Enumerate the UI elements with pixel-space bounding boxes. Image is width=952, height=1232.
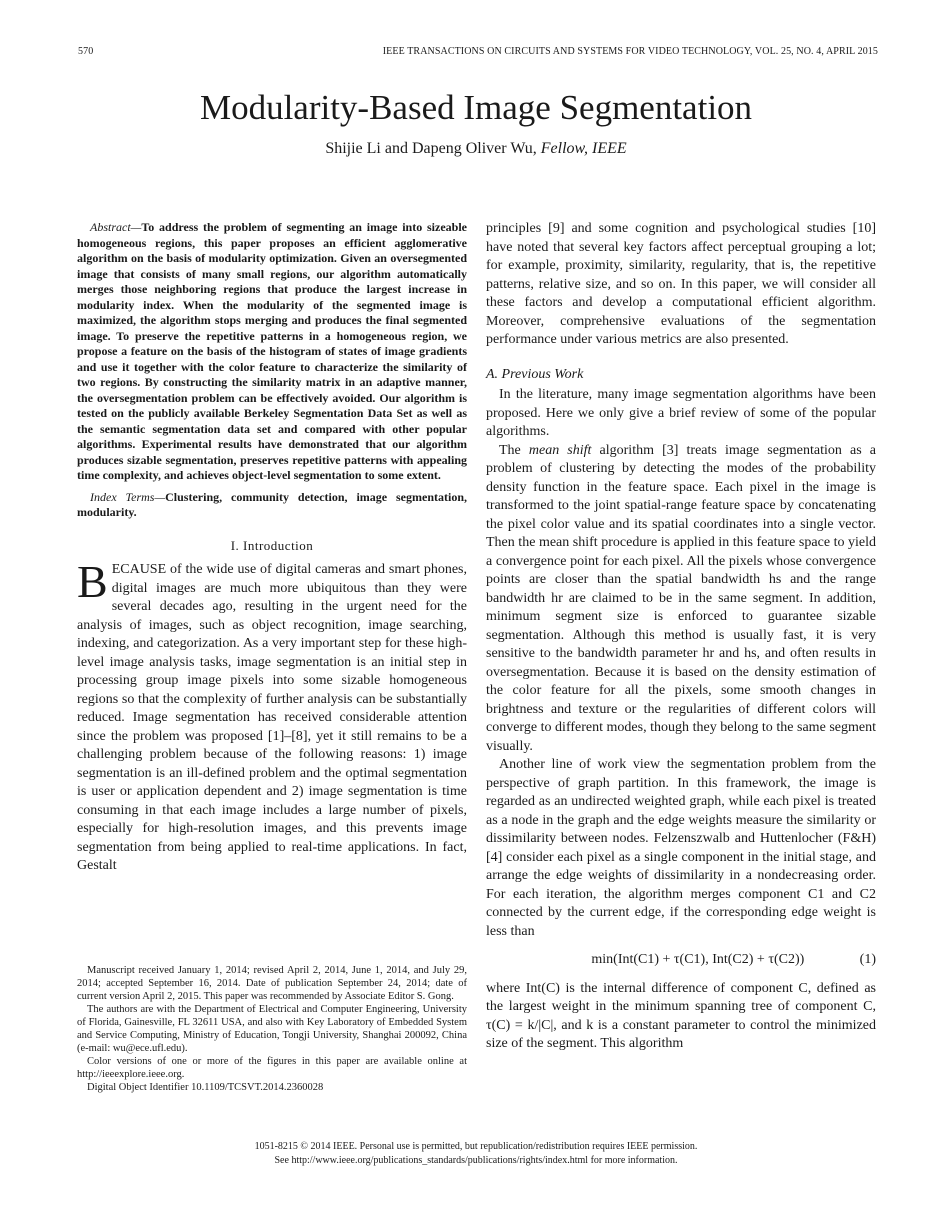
previous-work-para1: In the literature, many image segmentation algorithms have been proposed. Here we only give a brief review of some of the popular algorithms. — [486, 387, 876, 439]
journal-header: IEEE TRANSACTIONS ON CIRCUITS AND SYSTEMS FOR VIDEO TECHNOLOGY, VOL. 25, NO. 4, APRIL 2015 — [382, 46, 878, 57]
left-column — [77, 220, 467, 876]
equation-number: (1) — [859, 952, 876, 967]
intro-continuation: principles [9] and some cognition and psychological studies [10] have noted that several key factors affect perceptual grouping a lot; for example, proximity, similarity, regularity, that is, the repetitive patterns, relative size, and so on. In this paper, we will consider all these factors and develop a computational efficient algorithm. Moreover, comprehensive evaluations of the segmentation performance under various metrics are also presented. — [486, 221, 876, 347]
mean-shift-paragraph — [486, 442, 876, 757]
author-affiliation: Fellow, IEEE — [540, 140, 627, 157]
footnote-color: Color versions of one or more of the figures in this paper are available online at http://ieeexplore.ieee.org. — [77, 1056, 467, 1080]
abstract-lead: Abstract— — [90, 220, 142, 234]
intro-paragraph-text: ECAUSE of the wide use of digital cameras and smart phones, digital images are much more ubiquitous than they were several decades ago, resulting in the urgent need for the analysis of images, such as object recognition, image searching, indexing, and categorization. As a very important step for these high-level image analysis tasks, image segmentation is an initial step in processing group image pixels into some sizable homogeneous regions so that the complexity of further analysis can be substantially reduced. Image segmentation has received considerable attention since the problem was proposed [1]–[8], yet it still remains to be a challenging problem because of the following reasons: 1) image segmentation is an ill-defined problem and the optimal segmentation is user or application dependent and 2) image segmentation is time consuming in that each image includes a large number of pixels, especially for high-resolution images, and this prevents image segmentation from being applied to real-time applications. In fact, Gestalt — [77, 562, 467, 873]
dropcap: B — [77, 556, 108, 607]
copyright-line-1: 1051-8215 © 2014 IEEE. Personal use is permitted, but republication/redistribution requires IEEE permission. — [254, 1141, 698, 1152]
right-column — [486, 220, 876, 1054]
authors — [0, 140, 952, 158]
index-terms — [77, 490, 467, 521]
equation-1 — [486, 951, 876, 970]
page-number: 570 — [78, 46, 94, 57]
intro-paragraph — [77, 556, 467, 876]
copyright-notice — [0, 1140, 952, 1168]
mean-shift-term: mean shift — [528, 442, 592, 458]
graph-partition-paragraph: Another line of work view the segmentation problem from the perspective of graph partition. In this framework, the image is regarded as an undirected weighted graph, while each pixel is treated as a node in the graph and the edge weights measure the similarity or dissimilarity between nodes. Felzenszwalb and Huttenlocher (F&H) [4] consider each pixel as a single component in the initial stage, and arrange the edge weights of dissimilarity in a nondecreasing order. For each iteration, the algorithm merges component C1 and C2 connected by the current edge, if the corresponding edge weight is less than — [486, 757, 876, 939]
mean-shift-pre: The — [499, 442, 529, 458]
mean-shift-text: algorithm [3] treats image segmentation as a problem of clustering by detecting the modes of the probability density function in the feature space. Each pixel in the image is transformed to the joint spatial-range feature space by concatenating the pixel color value and its spatial coordinates into a single vector. Then the mean shift procedure is applied in this feature space to yield a convergence point for each pixel. All the pixels whose convergence points are closer than the spatial bandwidth hs and the range bandwidth hr are claimed to be in the same segment. In addition, minimum segment size is enforced to guarantee sizable segmentation. Although this method is usually fast, it is very sensitive to the bandwidth parameter hr and hs, and often results in oversegmentation. Because it is based on the density estimation of the color feature for all the pixels, some smooth changes in brightness and texture or the regularities of different colors will converge to different modes, though they belong to the same segment visually. — [486, 442, 876, 754]
footnote-manuscript: Manuscript received January 1, 2014; revised April 2, 2014, June 1, 2014, and July 29, 2014; accepted September 16, 2014. Date of publication September 24, 2014; date of current version April 2, 2015. This paper was recommended by Associate Editor S. Gong. — [77, 965, 467, 1002]
equation-expression: min(Int(C1) + τ(C1), Int(C2) + τ(C2)) — [591, 952, 805, 967]
intro-heading: I. Introduction — [230, 537, 314, 553]
abstract — [77, 220, 467, 484]
footnotes — [77, 964, 467, 1094]
previous-work-heading: A. Previous Work — [486, 366, 584, 382]
index-terms-text: Clustering, community detection, image segmentation, modularity. — [77, 489, 467, 519]
internal-difference-paragraph: where Int(C) is the internal difference of component C, defined as the largest weight in the minimum spanning tree of component C, τ(C) = k/|C|, and k is a constant parameter to control the minimized size of the segment. This algorithm — [486, 980, 876, 1051]
footnote-authors: The authors are with the Department of Electrical and Computer Engineering, University of Florida, Gainesville, FL 32611 USA, and also with Key Laboratory of Embedded System and Service Computing, Ministry of Education, Tongji University, Shanghai 200092, China (e-mail: wu@ece.ufl.edu). — [77, 1004, 467, 1054]
paper-title: Modularity-Based Image Segmentation — [199, 88, 753, 127]
footnote-doi: Digital Object Identifier 10.1109/TCSVT.2014.2360028 — [87, 1082, 324, 1093]
copyright-line-2: See http://www.ieee.org/publications_standards/publications/rights/index.html for more information. — [274, 1155, 678, 1166]
abstract-text: To address the problem of segmenting an image into sizeable homogeneous regions, this paper proposes an efficient agglomerative algorithm on the basis of modularity optimization. Given an oversegmented image that consists of many small regions, our algorithm automatically merges those neighboring regions that produce the largest increase in modularity index. When the modularity of the segmented image is maximized, the algorithm stops merging and produces the final segmented image. To preserve the repetitive patterns in a homogeneous region, we propose a feature on the basis of the histogram of states of image gradients and use it together with the color feature to characterize the similarity of two regions. By constructing the similarity matrix in an adaptive manner, the oversegmentation problem can be effectively avoided. Our algorithm is tested on the publicly available Berkeley Segmentation Data Set as well as the semantic segmentation data set and compared with other popular algorithms. Experimental results have demonstrated that our algorithm produces sizable segmentation, preserves repetitive patterns with appealing time complexity, and achieves object-level segmentation to some extent. — [77, 220, 467, 482]
index-terms-lead: Index Terms— — [90, 489, 166, 504]
author-names: Shijie Li and Dapeng Oliver Wu, — [325, 140, 537, 157]
